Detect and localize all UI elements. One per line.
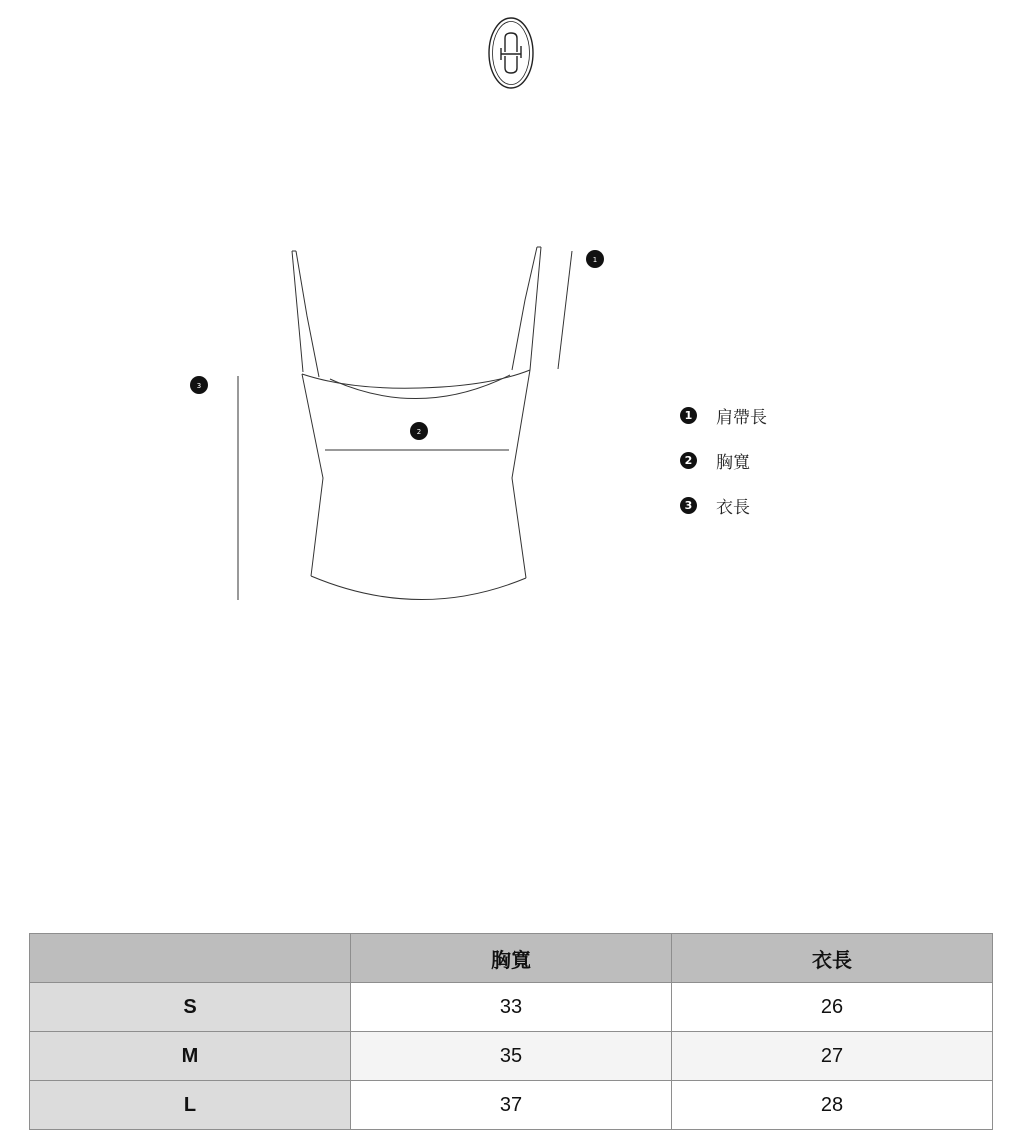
- size-chart-table: [29, 933, 993, 1130]
- length-value: 26: [671, 983, 992, 1032]
- svg-text:1: 1: [592, 256, 598, 264]
- legend-number: 2: [680, 452, 697, 469]
- length-value: 27: [671, 1032, 992, 1081]
- legend-item-strap-length: [680, 404, 767, 426]
- size-label: S: [30, 983, 351, 1032]
- marker-garment-length: [190, 376, 208, 394]
- legend-label: 胸寬: [716, 452, 750, 473]
- legend-label: 肩帶長: [716, 407, 767, 428]
- header-cell-size: [30, 934, 351, 983]
- legend-number: 3: [680, 497, 697, 514]
- legend-item-chest-width: [680, 449, 767, 471]
- chest-value: 33: [350, 983, 671, 1032]
- marker-chest-width: [410, 422, 428, 440]
- table-header-row: [30, 934, 993, 983]
- chest-value: 37: [350, 1081, 671, 1130]
- table-row: [30, 1081, 993, 1130]
- size-label: L: [30, 1081, 351, 1130]
- length-value: 28: [671, 1081, 992, 1130]
- table-row: [30, 983, 993, 1032]
- legend-number: 1: [680, 407, 697, 424]
- size-label: M: [30, 1032, 351, 1081]
- header-cell-length: 衣長: [671, 934, 992, 983]
- header-cell-chest: 胸寬: [350, 934, 671, 983]
- measurement-legend: [680, 404, 767, 539]
- marker-strap-length: [586, 250, 604, 268]
- svg-text:3: 3: [196, 382, 202, 390]
- table-row: [30, 1032, 993, 1081]
- chest-value: 35: [350, 1032, 671, 1081]
- legend-label: 衣長: [716, 497, 750, 518]
- svg-text:2: 2: [416, 428, 422, 436]
- legend-item-garment-length: [680, 494, 767, 516]
